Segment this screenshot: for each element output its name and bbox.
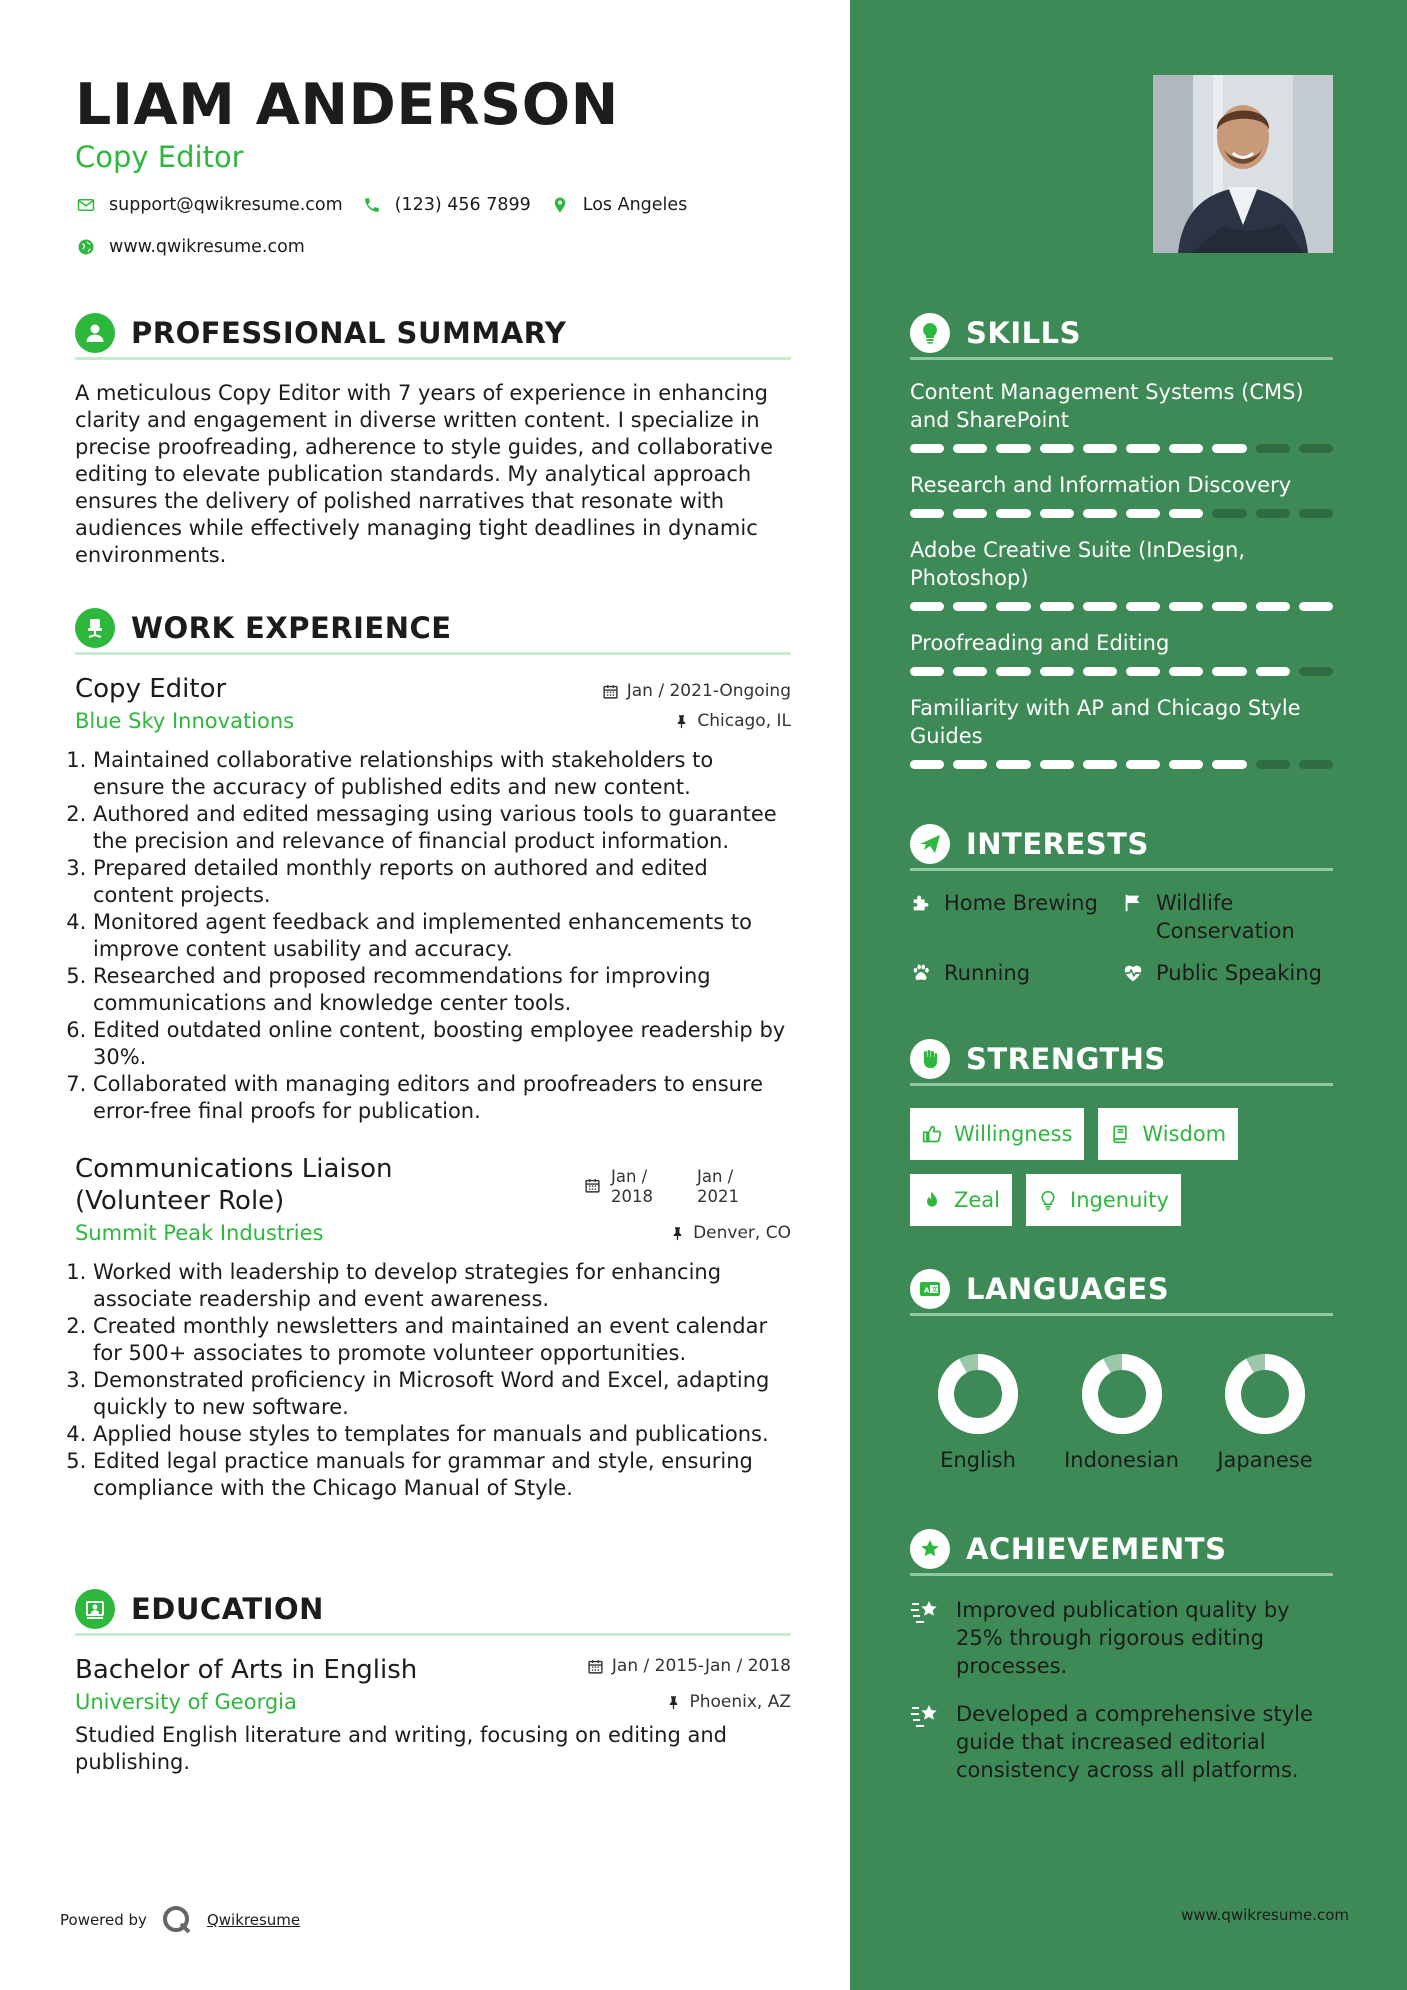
skill-level-bar: [910, 602, 1333, 611]
language-ring-fill: [946, 1362, 1010, 1426]
paper-plane-icon: [910, 824, 950, 864]
contact-info: [75, 190, 795, 274]
education-location: Phoenix, AZ: [689, 1692, 791, 1712]
skill-level-dash: [1126, 760, 1160, 769]
qwikresume-logo-icon: [161, 1904, 193, 1936]
interests-section: [910, 825, 1333, 987]
footer-site[interactable]: www.qwikresume.com: [1181, 1906, 1349, 1924]
language-icon: [910, 1269, 950, 1309]
skill-item: [910, 378, 1333, 453]
skill-level-dash: [1040, 667, 1074, 676]
shooting-star-icon: [910, 1598, 942, 1626]
interest-label: Public Speaking: [1156, 961, 1322, 985]
skill-level-dash: [1256, 509, 1290, 518]
job-date-end: Jan / 2021: [697, 1167, 739, 1206]
strength-label: Willingness: [954, 1122, 1073, 1146]
skill-level-dash: [1126, 667, 1160, 676]
skill-level-bar: [910, 760, 1333, 769]
skill-level-dash: [1212, 667, 1246, 676]
skill-level-dash: [953, 667, 987, 676]
skill-level-dash: [953, 444, 987, 453]
candidate-name: LIAM ANDERSON: [75, 72, 619, 138]
skill-name: Content Management Systems (CMS) and SharePoint: [910, 380, 1304, 432]
pushpin-icon: [666, 1695, 681, 1710]
interest-label: Running: [944, 961, 1031, 985]
strength-label: Zeal: [954, 1188, 1001, 1212]
education-entry: [75, 1654, 791, 1776]
paw-icon: [910, 962, 932, 984]
skill-level-bar: [910, 667, 1333, 676]
skill-level-dash: [996, 602, 1030, 611]
skill-level-dash: [1299, 444, 1333, 453]
fist-icon: [910, 1039, 950, 1079]
skill-level-dash: [1256, 444, 1290, 453]
list-item: 5. Researched and proposed recommendations for improving communications and knowledge center tools.: [93, 963, 791, 1017]
language-item: [1200, 1352, 1330, 1472]
skill-level-dash: [1169, 760, 1203, 769]
star-icon: [910, 1529, 950, 1569]
strength-label: Ingenuity: [1070, 1188, 1169, 1212]
strength-chip: [910, 1108, 1084, 1160]
list-item: 7. Collaborated with managing editors and proofreaders to ensure error-free final proofs for publication.: [93, 1071, 791, 1125]
achievements-title: ACHIEVEMENTS: [966, 1531, 1227, 1566]
skill-level-dash: [1169, 602, 1203, 611]
calendar-icon: [584, 1177, 601, 1194]
skill-level-dash: [1126, 444, 1160, 453]
skill-level-dash: [910, 602, 944, 611]
skill-level-dash: [1083, 509, 1117, 518]
skill-level-dash: [1169, 509, 1203, 518]
skill-level-dash: [953, 509, 987, 518]
skill-item: [910, 694, 1333, 769]
skill-level-bar: [910, 509, 1333, 518]
skill-name: Proofreading and Editing: [910, 631, 1170, 655]
list-item: 3. Demonstrated proficiency in Microsoft Word and Excel, adapting quickly to new software.: [93, 1367, 791, 1421]
achievements-section: [910, 1530, 1333, 1784]
skill-level-dash: [910, 667, 944, 676]
language-name: Indonesian: [1064, 1448, 1179, 1472]
skill-level-dash: [910, 444, 944, 453]
strength-chip: [1026, 1174, 1181, 1226]
skill-level-dash: [1040, 760, 1074, 769]
flame-icon: [922, 1190, 942, 1210]
list-item: 5. Edited legal practice manuals for grammar and style, ensuring compliance with the Chicago Manual of Style.: [93, 1448, 791, 1502]
job-title: Communications Liaison (Volunteer Role): [75, 1154, 393, 1216]
list-item: 3. Prepared detailed monthly reports on authored and edited content projects.: [93, 855, 791, 909]
achievement-text: Improved publication quality by 25% through rigorous editing processes.: [956, 1598, 1290, 1678]
skill-level-dash: [1083, 444, 1117, 453]
language-item: [1057, 1352, 1187, 1472]
skill-level-dash: [1126, 509, 1160, 518]
skill-level-dash: [1212, 760, 1246, 769]
skill-level-dash: [910, 760, 944, 769]
summary-section: [75, 314, 791, 569]
skill-name: Familiarity with AP and Chicago Style Guides: [910, 696, 1301, 748]
skill-level-dash: [1212, 509, 1246, 518]
skill-level-dash: [1256, 760, 1290, 769]
skill-name: Research and Information Discovery: [910, 473, 1292, 497]
lightbulb-icon: [910, 313, 950, 353]
lightbulb-icon: [1038, 1190, 1058, 1210]
candidate-role: Copy Editor: [75, 140, 244, 174]
skill-level-dash: [1083, 667, 1117, 676]
skill-level-dash: [1169, 667, 1203, 676]
email-text[interactable]: support@qwikresume.com: [109, 195, 343, 215]
phone-text[interactable]: (123) 456 7899: [394, 195, 531, 215]
thumbs-up-icon: [922, 1124, 942, 1144]
skill-level-dash: [1299, 509, 1333, 518]
achievement-text: Developed a comprehensive style guide that increased editorial consistency across all platforms.: [956, 1702, 1313, 1782]
language-name: Japanese: [1217, 1448, 1313, 1472]
degree-title: Bachelor of Arts in English: [75, 1655, 418, 1685]
list-item: 4. Applied house styles to templates for manuals and publications.: [93, 1421, 791, 1448]
skill-level-dash: [1212, 444, 1246, 453]
powered-by: [60, 1904, 300, 1936]
skill-level-dash: [1212, 602, 1246, 611]
interest-item: [1122, 959, 1333, 987]
location-text: Los Angeles: [582, 195, 688, 215]
phone-icon: [361, 194, 383, 216]
flag-icon: [1122, 892, 1144, 914]
skill-item: [910, 629, 1333, 676]
languages-section: [910, 1270, 1333, 1472]
book-icon: [1110, 1124, 1130, 1144]
summary-text: A meticulous Copy Editor with 7 years of experience in enhancing clarity and engagement in diverse written content. I specialize in precise proofreading, adherence to style guides, and collaborative editing to elevate publication standards. My analytical approach ensures the delivery of polished narratives that resonate with audiences while effectively managing tight deadlines in dynamic environments.: [75, 381, 774, 567]
skills-title: SKILLS: [966, 315, 1081, 350]
calendar-icon: [602, 683, 619, 700]
skill-level-dash: [1299, 667, 1333, 676]
user-icon: [75, 313, 115, 353]
skill-level-dash: [996, 760, 1030, 769]
strength-chip: [1098, 1108, 1238, 1160]
skill-item: [910, 471, 1333, 518]
interest-item: [910, 959, 1122, 987]
map-pin-icon: [549, 194, 571, 216]
pushpin-icon: [674, 714, 689, 729]
skill-level-dash: [1256, 667, 1290, 676]
skills-list: [910, 378, 1333, 769]
company-name: Blue Sky Innovations: [75, 709, 295, 733]
interest-item: [1122, 889, 1333, 945]
job-bullets: [75, 1259, 791, 1502]
job-date-start: Jan / 2018: [611, 1167, 653, 1206]
calendar-icon: [587, 1658, 604, 1675]
school-name: University of Georgia: [75, 1690, 297, 1714]
strengths-title: STRENGTHS: [966, 1041, 1166, 1076]
skill-level-dash: [910, 509, 944, 518]
achievement-item: [910, 1596, 1333, 1680]
language-ring: [936, 1352, 1020, 1436]
strength-chip: [910, 1174, 1012, 1226]
job-title: Copy Editor: [75, 674, 227, 704]
brand-link[interactable]: Qwikresume: [206, 1911, 301, 1929]
shooting-star-icon: [910, 1702, 942, 1730]
education-section: [75, 1590, 791, 1776]
achievement-item: [910, 1700, 1333, 1784]
skill-level-dash: [996, 509, 1030, 518]
languages-list: [910, 1352, 1333, 1472]
education-title: EDUCATION: [131, 1591, 324, 1626]
language-ring: [1080, 1352, 1164, 1436]
globe-icon: [75, 236, 97, 258]
summary-title: PROFESSIONAL SUMMARY: [131, 315, 567, 350]
language-ring-fill: [1090, 1362, 1154, 1426]
list-item: 1. Worked with leadership to develop strategies for enhancing associate readership and event awareness.: [93, 1259, 791, 1313]
interest-label: Wildlife Conservation: [1156, 891, 1295, 943]
skill-level-dash: [953, 602, 987, 611]
interest-item: [910, 889, 1122, 945]
list-item: 6. Edited outdated online content, boosting employee readership by 30%.: [93, 1017, 791, 1071]
job-date: Jan / 2021-Ongoing: [626, 681, 791, 701]
envelope-icon: [75, 194, 97, 216]
experience-title: WORK EXPERIENCE: [131, 610, 452, 645]
languages-title: LANGUAGES: [966, 1271, 1170, 1306]
experience-section: [75, 609, 791, 1502]
job-location: Chicago, IL: [697, 711, 791, 731]
skill-level-bar: [910, 444, 1333, 453]
profile-photo: [1153, 75, 1333, 253]
skill-level-dash: [1299, 602, 1333, 611]
list-item: 1. Maintained collaborative relationships with stakeholders to ensure the accuracy of published edits and new content.: [93, 747, 791, 801]
powered-by-label: Powered by: [60, 1911, 147, 1929]
skill-level-dash: [1040, 602, 1074, 611]
list-item: 2. Authored and edited messaging using various tools to guarantee the precision and relevance of financial product information.: [93, 801, 791, 855]
list-item: 2. Created monthly newsletters and maintained an event calendar for 500+ associates to promote volunteer opportunities.: [93, 1313, 791, 1367]
skill-level-dash: [996, 667, 1030, 676]
language-item: [913, 1352, 1043, 1472]
skill-level-dash: [1299, 760, 1333, 769]
strengths-section: [910, 1040, 1333, 1226]
skill-item: [910, 536, 1333, 611]
skill-level-dash: [953, 760, 987, 769]
language-name: English: [940, 1448, 1016, 1472]
svg-text:文: 文: [931, 1286, 938, 1293]
company-name: Summit Peak Industries: [75, 1221, 324, 1245]
education-description: Studied English literature and writing, focusing on editing and publishing.: [75, 1723, 727, 1774]
interest-label: Home Brewing: [944, 891, 1098, 915]
skill-level-dash: [1083, 760, 1117, 769]
pushpin-icon: [670, 1226, 685, 1241]
skill-level-dash: [1256, 602, 1290, 611]
skill-level-dash: [1040, 509, 1074, 518]
interests-title: INTERESTS: [966, 826, 1149, 861]
strength-label: Wisdom: [1142, 1122, 1227, 1146]
skill-level-dash: [996, 444, 1030, 453]
puzzle-icon: [910, 892, 932, 914]
education-date: Jan / 2015-Jan / 2018: [611, 1656, 791, 1676]
language-ring-fill: [1233, 1362, 1297, 1426]
skills-section: [910, 314, 1333, 769]
language-ring: [1223, 1352, 1307, 1436]
skill-level-dash: [1126, 602, 1160, 611]
job-bullets: [75, 747, 791, 1125]
svg-text:A: A: [924, 1286, 930, 1294]
office-chair-icon: [75, 608, 115, 648]
job-entry: [75, 1153, 791, 1502]
skill-level-dash: [1040, 444, 1074, 453]
skill-name: Adobe Creative Suite (InDesign, Photoshop): [910, 538, 1245, 590]
website-link[interactable]: www.qwikresume.com: [109, 237, 305, 257]
list-item: 4. Monitored agent feedback and implemented enhancements to improve content usability and accuracy.: [93, 909, 791, 963]
graduate-icon: [75, 1589, 115, 1629]
skill-level-dash: [1169, 444, 1203, 453]
skill-level-dash: [1083, 602, 1117, 611]
heartbeat-icon: [1122, 962, 1144, 984]
job-location: Denver, CO: [693, 1223, 791, 1243]
job-entry: [75, 673, 791, 1125]
